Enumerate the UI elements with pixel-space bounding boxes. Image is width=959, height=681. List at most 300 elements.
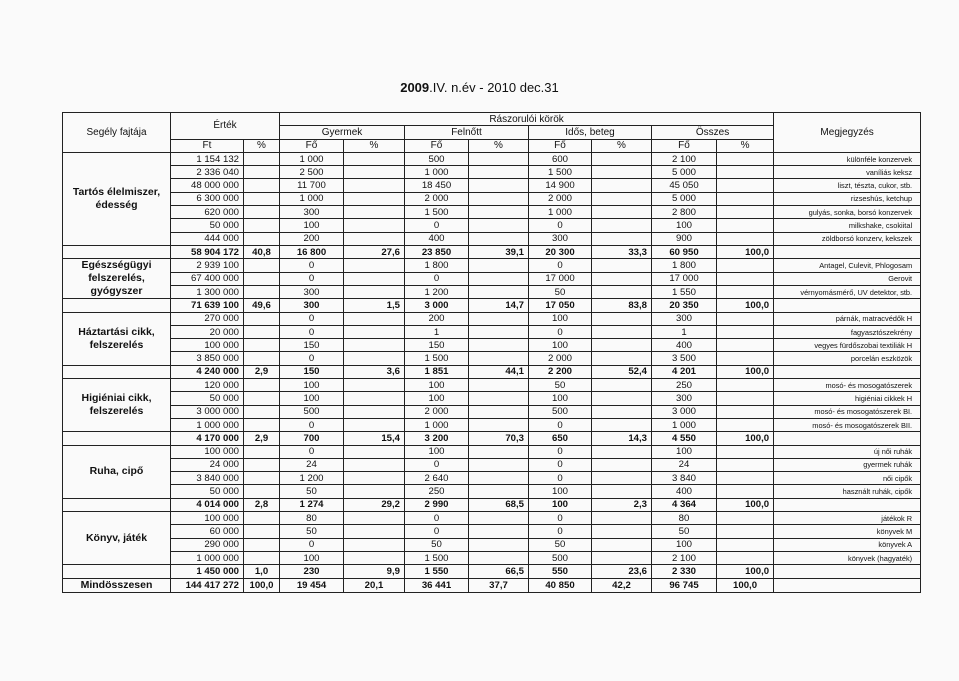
- cell-fe-fo: 1 550: [405, 565, 469, 578]
- cell-id-fo: 17 000: [529, 272, 592, 285]
- cell-ft: 67 400 000: [171, 272, 244, 285]
- cell-os-fo: 50: [652, 525, 717, 538]
- cell-fe-fo: 2 640: [405, 472, 469, 485]
- cell-fe-fo: 0: [405, 512, 469, 525]
- note-cell: vérnyomásmérő, UV detektor, stb.: [774, 285, 921, 298]
- cell-ft: 444 000: [171, 232, 244, 245]
- cell-pct: [244, 166, 280, 179]
- cell-gy-pct: [344, 166, 405, 179]
- cell-os-pct: [717, 285, 774, 298]
- cell-ft: 20 000: [171, 325, 244, 338]
- empty-cell: [63, 365, 171, 378]
- empty-cell: [63, 299, 171, 312]
- cell-id-pct: [592, 152, 652, 165]
- header-fo: Fő: [652, 139, 717, 152]
- cell-id-fo: 50: [529, 379, 592, 392]
- cell-os-fo: 400: [652, 485, 717, 498]
- note-cell: könyvek M: [774, 525, 921, 538]
- cell-gy-pct: 3,6: [344, 365, 405, 378]
- header-row-1: [63, 113, 921, 126]
- cell-gy-fo: 700: [280, 432, 344, 445]
- cell-os-pct: [717, 392, 774, 405]
- cell-fe-pct: [469, 551, 529, 564]
- cell-gy-pct: [344, 538, 405, 551]
- note-cell: rizseshús, ketchup: [774, 192, 921, 205]
- cell-id-pct: [592, 352, 652, 365]
- cell-gy-fo: 300: [280, 285, 344, 298]
- cell-fe-fo: 400: [405, 232, 469, 245]
- cell-pct: [244, 538, 280, 551]
- header-pct: %: [717, 139, 774, 152]
- cell-id-fo: 50: [529, 285, 592, 298]
- cell-os-fo: 100: [652, 538, 717, 551]
- note-cell: különféle konzervek: [774, 152, 921, 165]
- cell-fe-pct: 39,1: [469, 245, 529, 258]
- cell-gy-pct: [344, 379, 405, 392]
- cell-gy-pct: 1,5: [344, 299, 405, 312]
- note-cell: [774, 299, 921, 312]
- cell-id-pct: [592, 445, 652, 458]
- table-row: [63, 312, 921, 325]
- cell-id-pct: [592, 192, 652, 205]
- total-id-pct: 42,2: [592, 578, 652, 592]
- cell-fe-pct: [469, 485, 529, 498]
- cell-fe-pct: 44,1: [469, 365, 529, 378]
- cell-id-pct: 52,4: [592, 365, 652, 378]
- cell-fe-fo: 0: [405, 272, 469, 285]
- cell-os-fo: 1 800: [652, 259, 717, 272]
- table-row: [63, 538, 921, 551]
- cell-fe-fo: 0: [405, 219, 469, 232]
- cell-fe-fo: 50: [405, 538, 469, 551]
- note-cell: használt ruhák, cipők: [774, 485, 921, 498]
- cell-gy-pct: [344, 551, 405, 564]
- cell-id-fo: 1 000: [529, 206, 592, 219]
- cell-fe-pct: [469, 405, 529, 418]
- cell-gy-fo: 0: [280, 538, 344, 551]
- cell-id-fo: 500: [529, 405, 592, 418]
- cell-gy-fo: 1 274: [280, 498, 344, 511]
- cell-ft: 1 000 000: [171, 551, 244, 564]
- empty-cell: [63, 245, 171, 258]
- cell-pct: [244, 206, 280, 219]
- cell-os-fo: 1 000: [652, 418, 717, 431]
- cell-gy-fo: 1 000: [280, 192, 344, 205]
- cell-os-fo: 2 800: [652, 206, 717, 219]
- cell-gy-pct: [344, 152, 405, 165]
- cell-gy-pct: [344, 445, 405, 458]
- cell-id-fo: 0: [529, 472, 592, 485]
- table-row: [63, 325, 921, 338]
- cell-os-fo: 3 500: [652, 352, 717, 365]
- cell-fe-fo: 250: [405, 485, 469, 498]
- cell-id-pct: [592, 392, 652, 405]
- cell-gy-pct: [344, 418, 405, 431]
- cell-fe-fo: 500: [405, 152, 469, 165]
- cell-ft: 270 000: [171, 312, 244, 325]
- cell-pct: [244, 152, 280, 165]
- cell-fe-pct: [469, 192, 529, 205]
- cell-gy-pct: [344, 525, 405, 538]
- cell-os-pct: [717, 538, 774, 551]
- cell-id-fo: 0: [529, 325, 592, 338]
- header-segely: Segély fajtája: [63, 113, 171, 153]
- category-label: Higiéniai cikk, felszerelés: [63, 379, 171, 432]
- cell-gy-fo: 1 000: [280, 152, 344, 165]
- cell-gy-fo: 1 200: [280, 472, 344, 485]
- table-row: [63, 512, 921, 525]
- cell-ft: 50 000: [171, 219, 244, 232]
- grand-total-row: [63, 578, 921, 592]
- header-pct: %: [592, 139, 652, 152]
- header-osszes: Összes: [652, 126, 774, 139]
- cell-os-pct: [717, 525, 774, 538]
- cell-ft: 6 300 000: [171, 192, 244, 205]
- cell-os-fo: 3 000: [652, 405, 717, 418]
- empty-cell: [63, 432, 171, 445]
- empty-cell: [63, 565, 171, 578]
- cell-fe-pct: [469, 325, 529, 338]
- cell-gy-fo: 16 800: [280, 245, 344, 258]
- cell-gy-pct: [344, 285, 405, 298]
- cell-ft: 2 336 040: [171, 166, 244, 179]
- cell-os-pct: [717, 179, 774, 192]
- category-label: Háztartási cikk, felszerelés: [63, 312, 171, 365]
- cell-os-pct: [717, 512, 774, 525]
- cell-os-pct: [717, 312, 774, 325]
- cell-id-fo: 500: [529, 551, 592, 564]
- cell-id-fo: 100: [529, 485, 592, 498]
- cell-id-pct: [592, 272, 652, 285]
- cell-os-fo: 2 100: [652, 551, 717, 564]
- cell-os-pct: [717, 352, 774, 365]
- cell-fe-fo: 0: [405, 525, 469, 538]
- note-cell: vegyes fürdőszobai textiliák H: [774, 339, 921, 352]
- cell-id-pct: [592, 179, 652, 192]
- note-cell: [774, 432, 921, 445]
- header-idos: Idős, beteg: [529, 126, 652, 139]
- table-row: [63, 259, 921, 272]
- cell-pct: 2,9: [244, 365, 280, 378]
- table-row: [63, 418, 921, 431]
- total-os-fo: 96 745: [652, 578, 717, 592]
- subtotal-row: [63, 245, 921, 258]
- table-row: [63, 485, 921, 498]
- cell-gy-fo: 0: [280, 312, 344, 325]
- cell-gy-pct: [344, 472, 405, 485]
- cell-fe-fo: 150: [405, 339, 469, 352]
- cell-gy-pct: [344, 179, 405, 192]
- cell-gy-fo: 0: [280, 259, 344, 272]
- cell-ft: 1 450 000: [171, 565, 244, 578]
- cell-id-pct: [592, 405, 652, 418]
- cell-pct: [244, 232, 280, 245]
- header-ertek: Érték: [171, 113, 280, 140]
- cell-id-pct: 33,3: [592, 245, 652, 258]
- note-cell: liszt, tészta, cukor, stb.: [774, 179, 921, 192]
- note-cell: [774, 498, 921, 511]
- cell-ft: 100 000: [171, 339, 244, 352]
- cell-id-fo: 0: [529, 458, 592, 471]
- note-cell: párnák, matracvédők H: [774, 312, 921, 325]
- cell-id-fo: 1 500: [529, 166, 592, 179]
- cell-id-pct: [592, 379, 652, 392]
- cell-os-fo: 24: [652, 458, 717, 471]
- cell-fe-pct: [469, 152, 529, 165]
- cell-gy-fo: 200: [280, 232, 344, 245]
- cell-id-pct: [592, 485, 652, 498]
- cell-id-pct: [592, 219, 652, 232]
- cell-fe-fo: 100: [405, 379, 469, 392]
- cell-fe-pct: [469, 379, 529, 392]
- note-cell: higiéniai cikkek H: [774, 392, 921, 405]
- cell-ft: 71 639 100: [171, 299, 244, 312]
- cell-fe-fo: 0: [405, 458, 469, 471]
- cell-gy-fo: 2 500: [280, 166, 344, 179]
- cell-pct: [244, 352, 280, 365]
- cell-id-fo: 0: [529, 219, 592, 232]
- title-year: 2009: [400, 80, 430, 95]
- note-cell: [774, 365, 921, 378]
- cell-gy-pct: 29,2: [344, 498, 405, 511]
- header-gyermek: Gyermek: [280, 126, 405, 139]
- cell-gy-pct: [344, 392, 405, 405]
- note-cell: mosó- és mosogatószerek BII.: [774, 418, 921, 431]
- cell-os-fo: 250: [652, 379, 717, 392]
- cell-id-fo: 2 000: [529, 352, 592, 365]
- cell-fe-pct: [469, 285, 529, 298]
- total-pct: 100,0: [244, 578, 280, 592]
- cell-os-pct: 100,0: [717, 299, 774, 312]
- subtotal-row: [63, 365, 921, 378]
- cell-fe-fo: 18 450: [405, 179, 469, 192]
- cell-os-fo: 80: [652, 512, 717, 525]
- table-row: [63, 219, 921, 232]
- cell-id-pct: [592, 418, 652, 431]
- cell-fe-fo: 2 000: [405, 405, 469, 418]
- cell-pct: [244, 418, 280, 431]
- cell-id-pct: [592, 458, 652, 471]
- cell-pct: [244, 179, 280, 192]
- cell-pct: [244, 339, 280, 352]
- cell-os-pct: [717, 192, 774, 205]
- cell-gy-pct: 15,4: [344, 432, 405, 445]
- cell-id-fo: 17 050: [529, 299, 592, 312]
- cell-id-pct: [592, 512, 652, 525]
- cell-os-fo: 100: [652, 219, 717, 232]
- cell-os-fo: 20 350: [652, 299, 717, 312]
- cell-fe-pct: [469, 538, 529, 551]
- cell-pct: 2,9: [244, 432, 280, 445]
- cell-os-pct: 100,0: [717, 432, 774, 445]
- cell-pct: [244, 551, 280, 564]
- cell-gy-fo: 0: [280, 418, 344, 431]
- cell-ft: 290 000: [171, 538, 244, 551]
- cell-os-fo: 100: [652, 445, 717, 458]
- cell-pct: [244, 325, 280, 338]
- cell-os-pct: [717, 166, 774, 179]
- header-fo: Fő: [405, 139, 469, 152]
- cell-os-pct: [717, 219, 774, 232]
- cell-id-fo: 2 200: [529, 365, 592, 378]
- cell-pct: 40,8: [244, 245, 280, 258]
- cell-gy-pct: [344, 272, 405, 285]
- cell-fe-pct: [469, 392, 529, 405]
- cell-ft: 48 000 000: [171, 179, 244, 192]
- cell-fe-pct: 70,3: [469, 432, 529, 445]
- cell-gy-fo: 80: [280, 512, 344, 525]
- cell-os-pct: [717, 445, 774, 458]
- aid-table: [62, 112, 921, 593]
- cell-gy-fo: 0: [280, 445, 344, 458]
- note-cell: mosó- és mosogatószerek BI.: [774, 405, 921, 418]
- cell-id-fo: 600: [529, 152, 592, 165]
- header-pct: %: [244, 139, 280, 152]
- cell-id-pct: 14,3: [592, 432, 652, 445]
- cell-gy-fo: 300: [280, 299, 344, 312]
- cell-os-pct: 100,0: [717, 565, 774, 578]
- cell-os-pct: 100,0: [717, 245, 774, 258]
- cell-os-fo: 1: [652, 325, 717, 338]
- cell-ft: 58 904 172: [171, 245, 244, 258]
- cell-fe-fo: 2 990: [405, 498, 469, 511]
- total-fe-pct: 37,7: [469, 578, 529, 592]
- cell-pct: [244, 445, 280, 458]
- table-row: [63, 285, 921, 298]
- cell-gy-fo: 0: [280, 272, 344, 285]
- cell-fe-pct: [469, 219, 529, 232]
- cell-fe-pct: [469, 179, 529, 192]
- cell-fe-fo: 1 500: [405, 551, 469, 564]
- cell-os-pct: [717, 206, 774, 219]
- table-row: [63, 339, 921, 352]
- cell-os-pct: [717, 232, 774, 245]
- cell-gy-fo: 50: [280, 525, 344, 538]
- cell-fe-fo: 1: [405, 325, 469, 338]
- grand-total-label: Mindösszesen: [63, 578, 171, 592]
- cell-gy-pct: 27,6: [344, 245, 405, 258]
- cell-fe-fo: 1 500: [405, 352, 469, 365]
- table-row: [63, 405, 921, 418]
- header-pct: %: [469, 139, 529, 152]
- cell-id-pct: [592, 206, 652, 219]
- cell-gy-fo: 100: [280, 379, 344, 392]
- cell-pct: [244, 285, 280, 298]
- cell-fe-pct: [469, 232, 529, 245]
- cell-id-pct: [592, 538, 652, 551]
- header-ft: Ft: [171, 139, 244, 152]
- cell-fe-pct: [469, 206, 529, 219]
- cell-id-pct: [592, 551, 652, 564]
- cell-id-pct: [592, 525, 652, 538]
- cell-gy-fo: 100: [280, 219, 344, 232]
- cell-ft: 3 850 000: [171, 352, 244, 365]
- page-title: [0, 80, 959, 95]
- cell-fe-pct: 68,5: [469, 498, 529, 511]
- total-gy-fo: 19 454: [280, 578, 344, 592]
- cell-os-pct: [717, 325, 774, 338]
- cell-ft: 2 939 100: [171, 259, 244, 272]
- cell-fe-fo: 1 200: [405, 285, 469, 298]
- cell-pct: [244, 405, 280, 418]
- cell-ft: 620 000: [171, 206, 244, 219]
- cell-pct: 49,6: [244, 299, 280, 312]
- cell-gy-fo: 300: [280, 206, 344, 219]
- cell-fe-fo: 100: [405, 392, 469, 405]
- cell-os-pct: [717, 339, 774, 352]
- note-cell: gulyás, sonka, borsó konzervek: [774, 206, 921, 219]
- cell-gy-pct: [344, 312, 405, 325]
- header-fo: Fő: [280, 139, 344, 152]
- cell-id-fo: 100: [529, 498, 592, 511]
- cell-fe-pct: [469, 352, 529, 365]
- cell-id-pct: [592, 472, 652, 485]
- note-cell: mosó- és mosogatószerek: [774, 379, 921, 392]
- cell-fe-pct: [469, 525, 529, 538]
- cell-os-pct: [717, 551, 774, 564]
- cell-fe-pct: [469, 512, 529, 525]
- cell-fe-fo: 1 000: [405, 418, 469, 431]
- subtotal-row: [63, 565, 921, 578]
- note-cell: milkshake, csokiital: [774, 219, 921, 232]
- note-cell: vaníliás keksz: [774, 166, 921, 179]
- cell-os-fo: 900: [652, 232, 717, 245]
- cell-id-fo: 20 300: [529, 245, 592, 258]
- cell-gy-pct: [344, 325, 405, 338]
- category-label: Ruha, cipő: [63, 445, 171, 498]
- table-row: [63, 458, 921, 471]
- cell-gy-fo: 11 700: [280, 179, 344, 192]
- cell-pct: [244, 458, 280, 471]
- cell-os-pct: [717, 472, 774, 485]
- header-fo: Fő: [529, 139, 592, 152]
- cell-pct: [244, 392, 280, 405]
- note-cell: női cipők: [774, 472, 921, 485]
- cell-gy-fo: 100: [280, 551, 344, 564]
- cell-pct: [244, 379, 280, 392]
- category-label: Könyv, játék: [63, 512, 171, 565]
- cell-fe-fo: 1 800: [405, 259, 469, 272]
- cell-os-pct: [717, 405, 774, 418]
- cell-os-pct: 100,0: [717, 498, 774, 511]
- table-row: [63, 525, 921, 538]
- cell-os-pct: 100,0: [717, 365, 774, 378]
- cell-os-fo: 4 550: [652, 432, 717, 445]
- note-cell: Antagel, Culevit, Phlogosam: [774, 259, 921, 272]
- cell-fe-fo: 100: [405, 445, 469, 458]
- cell-gy-pct: [344, 512, 405, 525]
- cell-pct: [244, 525, 280, 538]
- cell-id-fo: 2 000: [529, 192, 592, 205]
- table-row: [63, 472, 921, 485]
- cell-ft: 120 000: [171, 379, 244, 392]
- cell-pct: [244, 312, 280, 325]
- cell-gy-pct: [344, 206, 405, 219]
- cell-pct: [244, 192, 280, 205]
- cell-id-fo: 100: [529, 312, 592, 325]
- cell-ft: 1 300 000: [171, 285, 244, 298]
- total-gy-pct: 20,1: [344, 578, 405, 592]
- cell-gy-pct: [344, 352, 405, 365]
- cell-fe-pct: [469, 259, 529, 272]
- cell-os-fo: 60 950: [652, 245, 717, 258]
- note-cell: új női ruhák: [774, 445, 921, 458]
- cell-fe-pct: [469, 472, 529, 485]
- cell-id-pct: 83,8: [592, 299, 652, 312]
- note-cell: könyvek (hagyaték): [774, 551, 921, 564]
- note-cell: porcelán eszközök: [774, 352, 921, 365]
- cell-fe-pct: [469, 458, 529, 471]
